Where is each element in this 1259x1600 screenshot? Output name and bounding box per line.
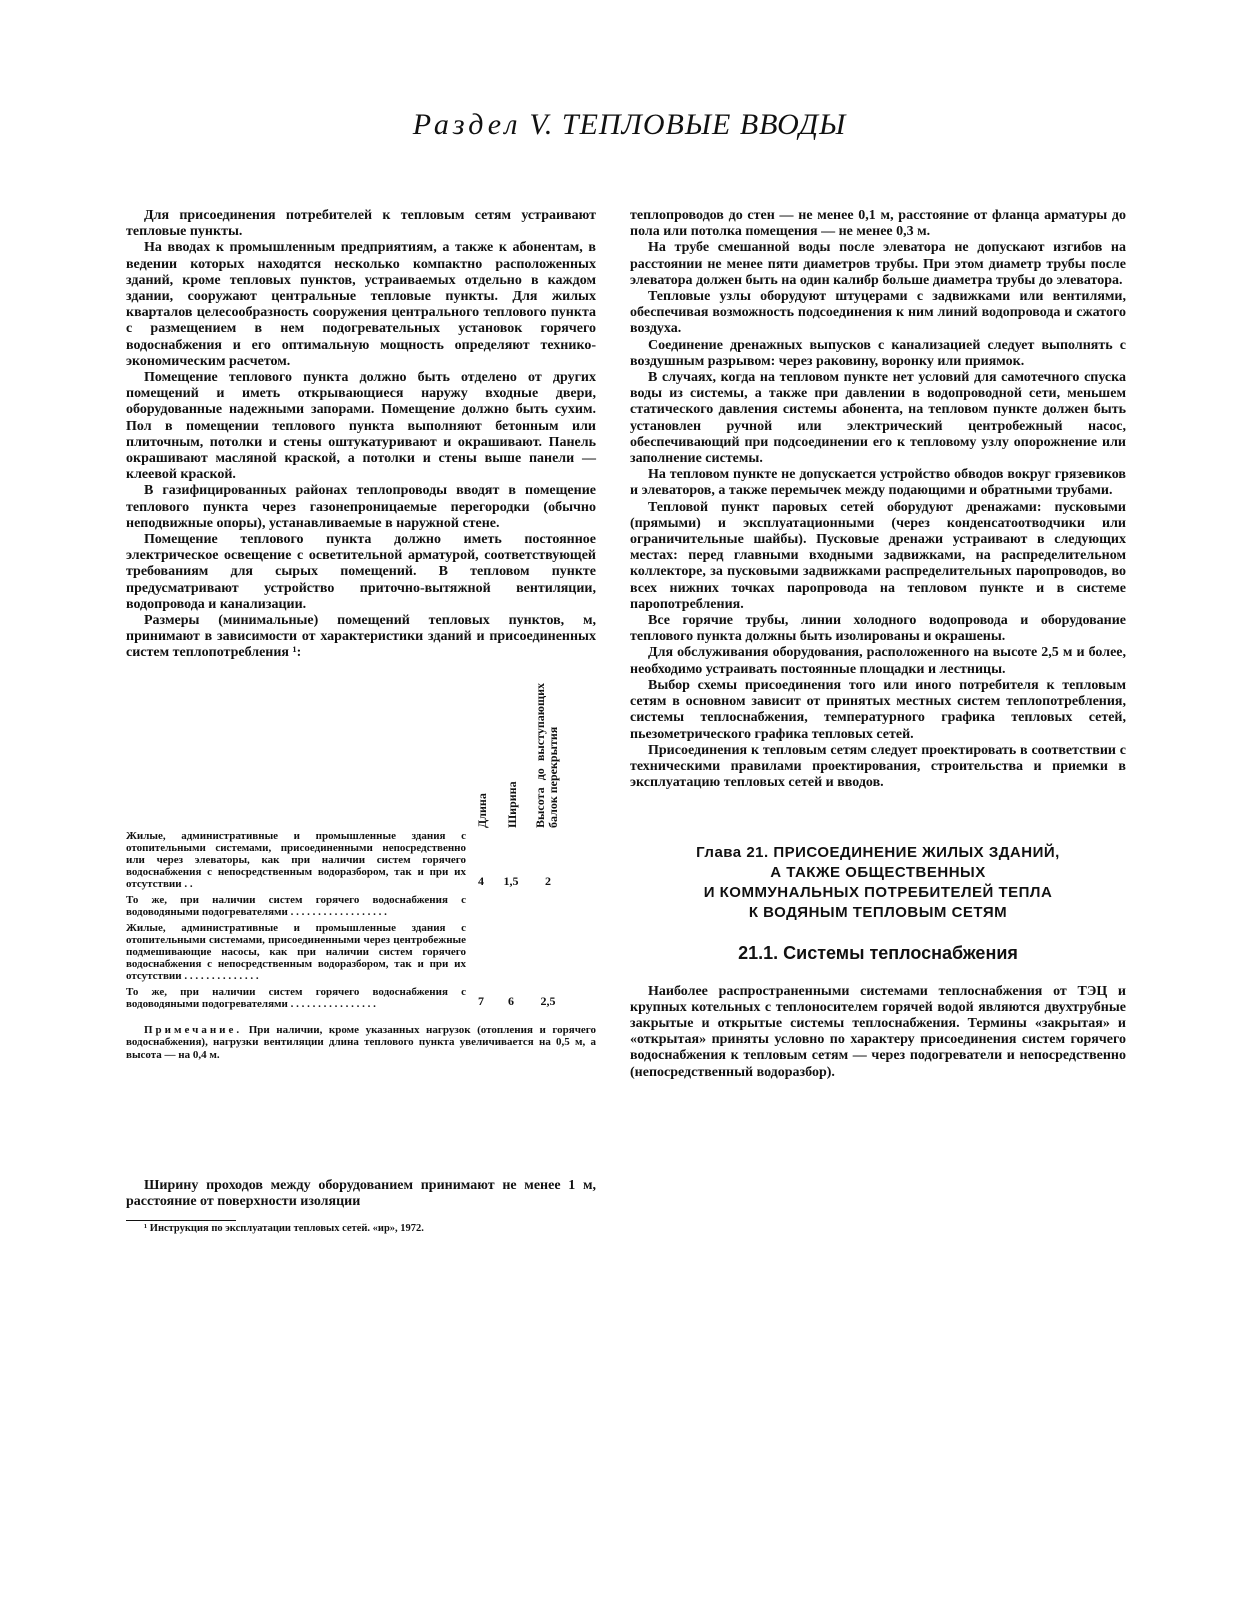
paragraph: Выбор схемы присоединения того или иного потребителя к тепловым сетям в основном зависит от принятых местных систем теплопотребления, системы теплоснабжения, температурного графика тепловых сетей, пьезометрического графика тепловых сетей. [630, 677, 1126, 742]
paragraph: Присоединения к тепловым сетям следует проектировать в соответствии с техническими правилами проектирования, строительства и приемки в эксплуатацию тепловых сетей и вводов. [630, 742, 1126, 791]
chapter-line: А ТАКЖЕ ОБЩЕСТВЕННЫХ [770, 864, 986, 882]
paragraph: Тепловые узлы оборудуют штуцерами с задвижками или вентилями, обеспечивая возможность подсоединения к ним линий водопровода и сжатого воздуха. [630, 289, 1126, 337]
paragraph: На трубе смешанной воды после элеватора не допускают изгибов на расстоянии не менее пяти диаметров трубы. При этом диаметр трубы после элеватора должен быть на один калибр больше диаметра трубы до элеватора. [630, 240, 1126, 288]
table-header [126, 668, 596, 828]
cell-length: 7 [478, 994, 484, 1009]
table-note [126, 1024, 596, 1062]
column-header-length: Длина [475, 792, 489, 828]
paragraph: Тепловой пункт паровых сетей оборудуют дренажами: пусковыми (прямыми) и эксплуатационными (через конденсатоотводчики или ограничительные шайбы). Пусковые дренажи устраивают в следующих местах: перед главными входными задвижками, на распределительном коллекторе, за пусковыми задвижками распределительных паропроводов, во всех нижних точках паропровода на тепловом пункте и в системе паропотребления. [630, 499, 1126, 612]
column-header-width: Ширина [505, 781, 519, 828]
row-label: То же, при наличии систем горячего водоснабжения с водоводяными подогревателями . . . . . . . . . . . . . . . . [126, 985, 466, 1010]
cell-length: 4 [478, 874, 484, 889]
note-text: При наличии, кроме указанных нагрузок (отопления и горячего водоснабжения), нагрузки вентиляции длина теплового пункта увеличивается на 0,5 м, а высота — на 0,4 м. [126, 1023, 597, 1061]
table-body [126, 830, 596, 1062]
row-label: Жилые, административные и промышленные здания с отопительными системами, присоединенными непосредственно или через элеваторы, как при наличии систем горячего водоснабжения с непосредственным водоразбором, так и при их отсутствии . . [126, 829, 466, 890]
footnote: ¹ Инструкция по эксплуатации тепловых сетей. «ир», 1972. [144, 1223, 424, 1235]
row-label: Жилые, административные и промышленные здания с отопительными системами, присоединенными через центробежные подмешивающие насосы, как при наличии систем горячего водоснабжения с непосредственным водоразбором, так и при их отсутствии . . . . . . . . . . . . . . [126, 921, 466, 982]
paragraph: Помещение теплового пункта должно иметь постоянное электрическое освещение с осветительной арматурой, соответствующей требованиям для сырых помещений. В тепловом пункте предусматривают устройство приточно-вытяжной вентиляции, водопровода и канализации. [126, 532, 596, 612]
paragraph: Размеры (минимальные) помещений тепловых пунктов, м, принимают в зависимости от характеристики зданий и присоединенных систем теплопотребления ¹: [126, 613, 596, 661]
cell-height: 2,5 [540, 994, 556, 1009]
chapter-line: И КОММУНАЛЬНЫХ ПОТРЕБИТЕЛЕЙ ТЕПЛА [703, 884, 1053, 902]
paragraph: На вводах к промышленным предприятиям, а также к абонентам, в ведении которых находятся несколько компактно расположенных зданий, кроме тепловых пунктов, устраиваемых отдельно в каждом здании, сооружают центральные тепловые пункты. Для жилых кварталов целесообразность сооружения центрального теплового пункта с размещением в нем подогревательных установок горячего водоснабжения и его оптимальную мощность определяют технико-экономическим расчетом. [126, 240, 596, 369]
cell-width: 6 [508, 994, 514, 1009]
chapter-heading [630, 843, 1126, 923]
footnote-divider [126, 1220, 236, 1221]
cell-height: 2 [545, 874, 551, 889]
title-rest: V. ТЕПЛОВЫЕ ВВОДЫ [529, 108, 847, 141]
row-label: То же, при наличии систем горячего водоснабжения с водоводяными подогревателями . . . . . . . . . . . . . . . . . . [126, 893, 466, 918]
paragraph: Ширину проходов между оборудованием принимают не менее 1 м, расстояние от поверхности изоляции [126, 1177, 596, 1209]
left-column [126, 208, 596, 1235]
cell-width: 1,5 [503, 874, 519, 889]
table-row [126, 830, 596, 890]
paragraph: Для обслуживания оборудования, расположенного на высоте 2,5 м и более, необходимо устраивать постоянные площадки и лестницы. [630, 645, 1126, 677]
table-row [126, 922, 596, 982]
paragraph: На тепловом пункте не допускается устройство обводов вокруг грязевиков и элеваторов, а также перемычек между подающими и обратными трубами. [630, 467, 1126, 499]
title-prefix: Раздел [412, 108, 522, 141]
paragraph: Для присоединения потребителей к тепловым сетям устраивают тепловые пункты. [126, 208, 596, 240]
right-column [630, 208, 1126, 1081]
paragraph: В газифицированных районах теплопроводы вводят в помещение теплового пункта через газонепроницаемые перегородки (обычно неподвижные опоры), устанавливаемые в наружной стене. [126, 483, 596, 531]
chapter-line: Глава 21. ПРИСОЕДИНЕНИЕ ЖИЛЫХ ЗДАНИЙ, [696, 844, 1060, 862]
section-heading: 21.1. Системы теплоснабжения [738, 943, 1018, 964]
paragraph: теплопроводов до стен — не менее 0,1 м, расстояние от фланца арматуры до пола или потолка помещения — не менее 0,3 м. [630, 208, 1126, 240]
chapter-line: К ВОДЯНЫМ ТЕПЛОВЫМ СЕТЯМ [748, 904, 1008, 922]
note-label: Примечание. [144, 1023, 243, 1036]
paragraph: В случаях, когда на тепловом пункте нет условий для самотечного спуска воды из системы, а также при давлении в водопроводной сети, меньшем статического давления системы абонента, на тепловом пункте должен быть установлен ручной или электрический центробежный насос, обеспечивающий при подсоединении его к тепловому узлу опорожнение или заполнение системы. [630, 370, 1126, 467]
column-header-height: Высота до выступающих балок перекрытия [533, 682, 560, 828]
dimensions-table [126, 668, 596, 1138]
paragraph: Помещение теплового пункта должно быть отделено от других помещений и иметь открывающиеся наружу входные двери, оборудованные надежными запорами. Помещение должно быть сухим. Пол в помещении теплового пункта выполняют бетонным или плиточным, потолки и стены оштукатуривают и окрашивают. Панель окрашивают масляной краской, а потолки и стены выше панели — клеевой краской. [126, 370, 596, 483]
paragraph: Наиболее распространенными системами теплоснабжения от ТЭЦ и крупных котельных с теплоносителем горячей водой являются двухтрубные закрытые и открытые системы теплоснабжения. Термины «закрытая» и «открытая» приняты условно по характеру присоединения систем горячего водоснабжения к тепловым сетям — через подогреватели и непосредственно (непосредственный водоразбор). [630, 983, 1126, 1080]
table-row [126, 894, 596, 918]
page-title [0, 108, 1259, 142]
table-row [126, 986, 596, 1010]
paragraph: Все горячие трубы, линии холодного водопровода и оборудование теплового пункта должны быть изолированы и окрашены. [630, 613, 1126, 645]
paragraph: Соединение дренажных выпусков с канализацией следует выполнять с воздушным разрывом: через раковину, воронку или приямок. [630, 337, 1126, 369]
